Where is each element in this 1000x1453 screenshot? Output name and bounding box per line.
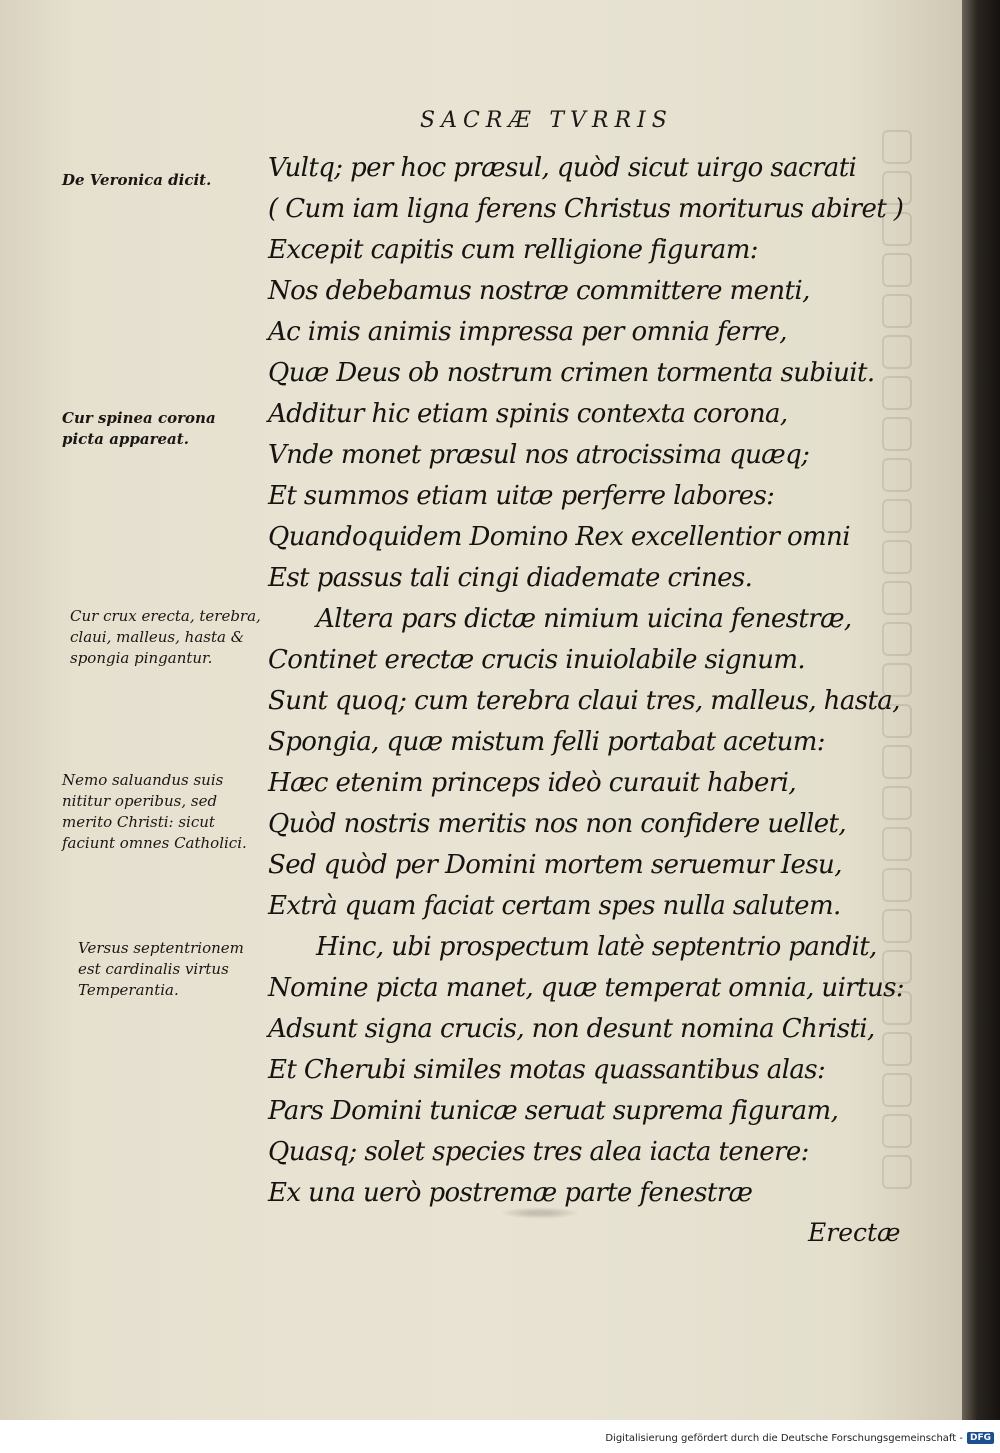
verse-line: Continet erectæ crucis inuiolabile signum. xyxy=(268,645,806,675)
verse-line: Adsunt signa crucis, non desunt nomina Christi, xyxy=(268,1014,875,1044)
verse-line: Hæc etenim princeps ideò curauit haberi, xyxy=(268,768,797,798)
verse-line: ( Cum iam ligna ferens Christus moriturus abiret ) xyxy=(268,194,904,224)
verse-line: Spongia, quæ mistum felli portabat acetum: xyxy=(268,727,825,757)
verse-line: Altera pars dictæ nimium uicina fenestræ, xyxy=(316,604,852,634)
ink-smudge xyxy=(500,1207,580,1219)
verse-line: Quæ Deus ob nostrum crimen tormenta subiuit. xyxy=(268,358,875,388)
verse-line: Vultq; per hoc præsul, quòd sicut uirgo sacrati xyxy=(268,153,857,183)
verse-line: Et Cherubi similes motas quassantibus alas: xyxy=(268,1055,826,1085)
verse-line: Quòd nostris meritis nos non confidere uellet, xyxy=(268,809,847,839)
verse-line: Sed quòd per Domini mortem seruemur Iesu, xyxy=(268,850,842,880)
verse-line: Vnde monet præsul nos atrocissima quæq; xyxy=(268,440,810,470)
verse-line: Quasq; solet species tres alea iacta tenere: xyxy=(268,1137,809,1167)
funding-footer xyxy=(605,1432,994,1444)
verse-line: Et summos etiam uitæ perferre labores: xyxy=(268,481,775,511)
marginal-note: Nemo saluandus suis nititur operibus, sed merito Christi: sicut faciunt omnes Catholici. xyxy=(62,771,247,852)
verse-line: Extrà quam faciat certam spes nulla salutem. xyxy=(268,891,841,921)
marginal-note: Versus septentrionem est cardinalis virtus Temperantia. xyxy=(78,939,244,999)
verse-line: Hinc, ubi prospectum latè septentrio pandit, xyxy=(316,932,877,962)
verse-line: Ac imis animis impressa per omnia ferre, xyxy=(268,317,787,347)
verse-line: Est passus tali cingi diademate crines. xyxy=(268,563,753,593)
verse-text xyxy=(268,148,908,1214)
verse-line: Nos debebamus nostræ committere menti, xyxy=(268,276,810,306)
marginal-note: Cur spinea corona picta appareat. xyxy=(62,409,216,448)
verse-line: Quandoquidem Domino Rex excellentior omni xyxy=(268,522,850,552)
verse-line: Pars Domini tunicæ seruat suprema figuram, xyxy=(268,1096,839,1126)
dfg-logo: DFG xyxy=(967,1432,994,1444)
verse-line: Nomine picta manet, quæ temperat omnia, uirtus: xyxy=(268,973,905,1003)
verse-line: Ex una uerò postremæ parte fenestræ xyxy=(268,1178,753,1208)
page-edge-shadow xyxy=(962,0,1000,1420)
footer-text: Digitalisierung gefördert durch die Deutsche Forschungsgemeinschaft - xyxy=(605,1432,963,1444)
verse-line: Sunt quoq; cum terebra claui tres, malleus, hasta, xyxy=(268,686,900,716)
verse-line: Additur hic etiam spinis contexta corona, xyxy=(268,399,788,429)
verse-line: Excepit capitis cum relligione figuram: xyxy=(268,235,758,265)
marginal-note: Cur crux erecta, terebra, claui, malleus, hasta & spongia pingantur. xyxy=(70,607,261,667)
running-head: SACRÆ TVRRIS xyxy=(420,108,673,133)
catchword: Erectæ xyxy=(808,1218,901,1247)
marginal-note: De Veronica dicit. xyxy=(62,171,212,189)
